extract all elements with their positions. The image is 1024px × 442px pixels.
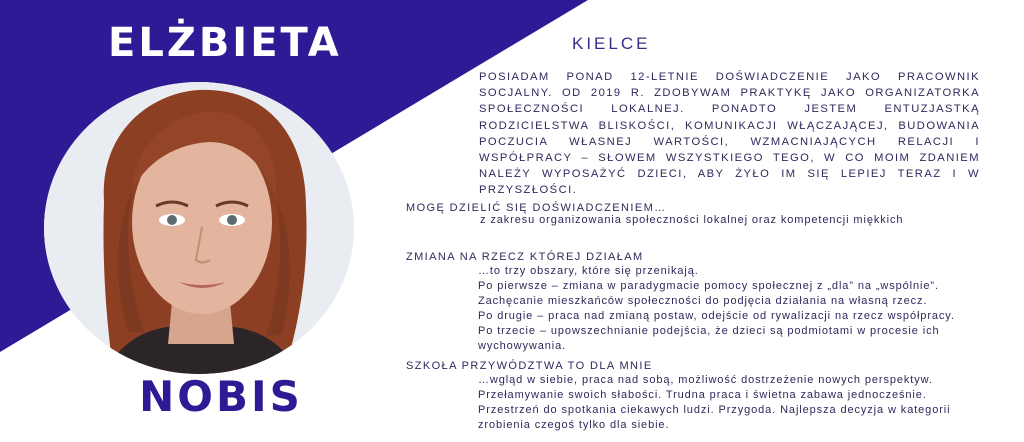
- bio-text: POSIADAM PONAD 12-LETNIE DOŚWIADCZENIE JAKO PRACOWNIK SOCJALNY. OD 2019 R. ZDOBYWAM PRAKTYKĘ JAKO ORGANIZATORKA SPOŁECZNOŚCI LOKALNEJ. PONADTO JESTEM ENTUZJASTKĄ RODZICIELSTWA BLISKOŚCI, KOMUNIKACJI WŁĄCZAJĄCEJ, BUDOWANIA POCZUCIA WŁASNEJ WARTOŚCI, WZMACNIAJĄCYCH RELACJI I WSPÓŁPRACY – SŁOWEM WSZYSTKIEGO TEGO, W CO MOIM ZDANIEM NALEŻY WYPOSAŻYĆ DZIECI, ABY ŻYŁO IM SIĘ LEPIEJ TERAZ I W PRZYSZŁOŚCI.: [479, 71, 980, 197]
- leadership-text: [478, 373, 978, 433]
- change-line: Po drugie – praca nad zmianą postaw, odejście od rywalizacji na rzecz współpracy.: [478, 310, 955, 322]
- change-line: Zachęcanie mieszkańców społeczności do podjęcia działania na własną rzecz.: [478, 295, 928, 307]
- leadership-title: SZKOŁA PRZYWÓDZTWA TO DLA MNIE: [406, 360, 653, 372]
- leadership-paragraph: …wgląd w siebie, praca nad sobą, możliwość dostrzeżenie nowych perspektyw. Przełamywanie swoich słabości. Trudna praca i świetna zabawa jednocześnie. Przestrzeń do spotkania ciekawych ludzi. Przygoda. Najlepsza decyzja w kategorii zrobienia czegoś tylko dla siebie.: [478, 374, 951, 431]
- change-line: …to trzy obszary, które się przenikają.: [478, 265, 699, 277]
- experience-title: MOGĘ DZIELIĆ SIĘ DOŚWIADCZENIEM…: [406, 202, 667, 214]
- change-text: [478, 264, 958, 354]
- change-line: Po pierwsze – zmiana w paradygmacie pomocy społecznej z „dla” na „wspólnie”.: [478, 280, 939, 292]
- change-line: Po trzecie – upowszechnianie podejścia, że dzieci są podmiotami w procesie ich wychowywania.: [478, 325, 940, 352]
- city-label: KIELCE: [572, 34, 651, 53]
- change-title: ZMIANA NA RZECZ KTÓREJ DZIAŁAM: [406, 251, 644, 263]
- profile-photo: [44, 82, 354, 374]
- experience-text-line: z zakresu organizowania społeczności lokalnej oraz kompetencji miękkich: [480, 214, 904, 226]
- experience-text: [480, 213, 980, 228]
- last-name: NOBIS: [139, 372, 303, 421]
- first-name: ELŻBIETA: [108, 20, 342, 66]
